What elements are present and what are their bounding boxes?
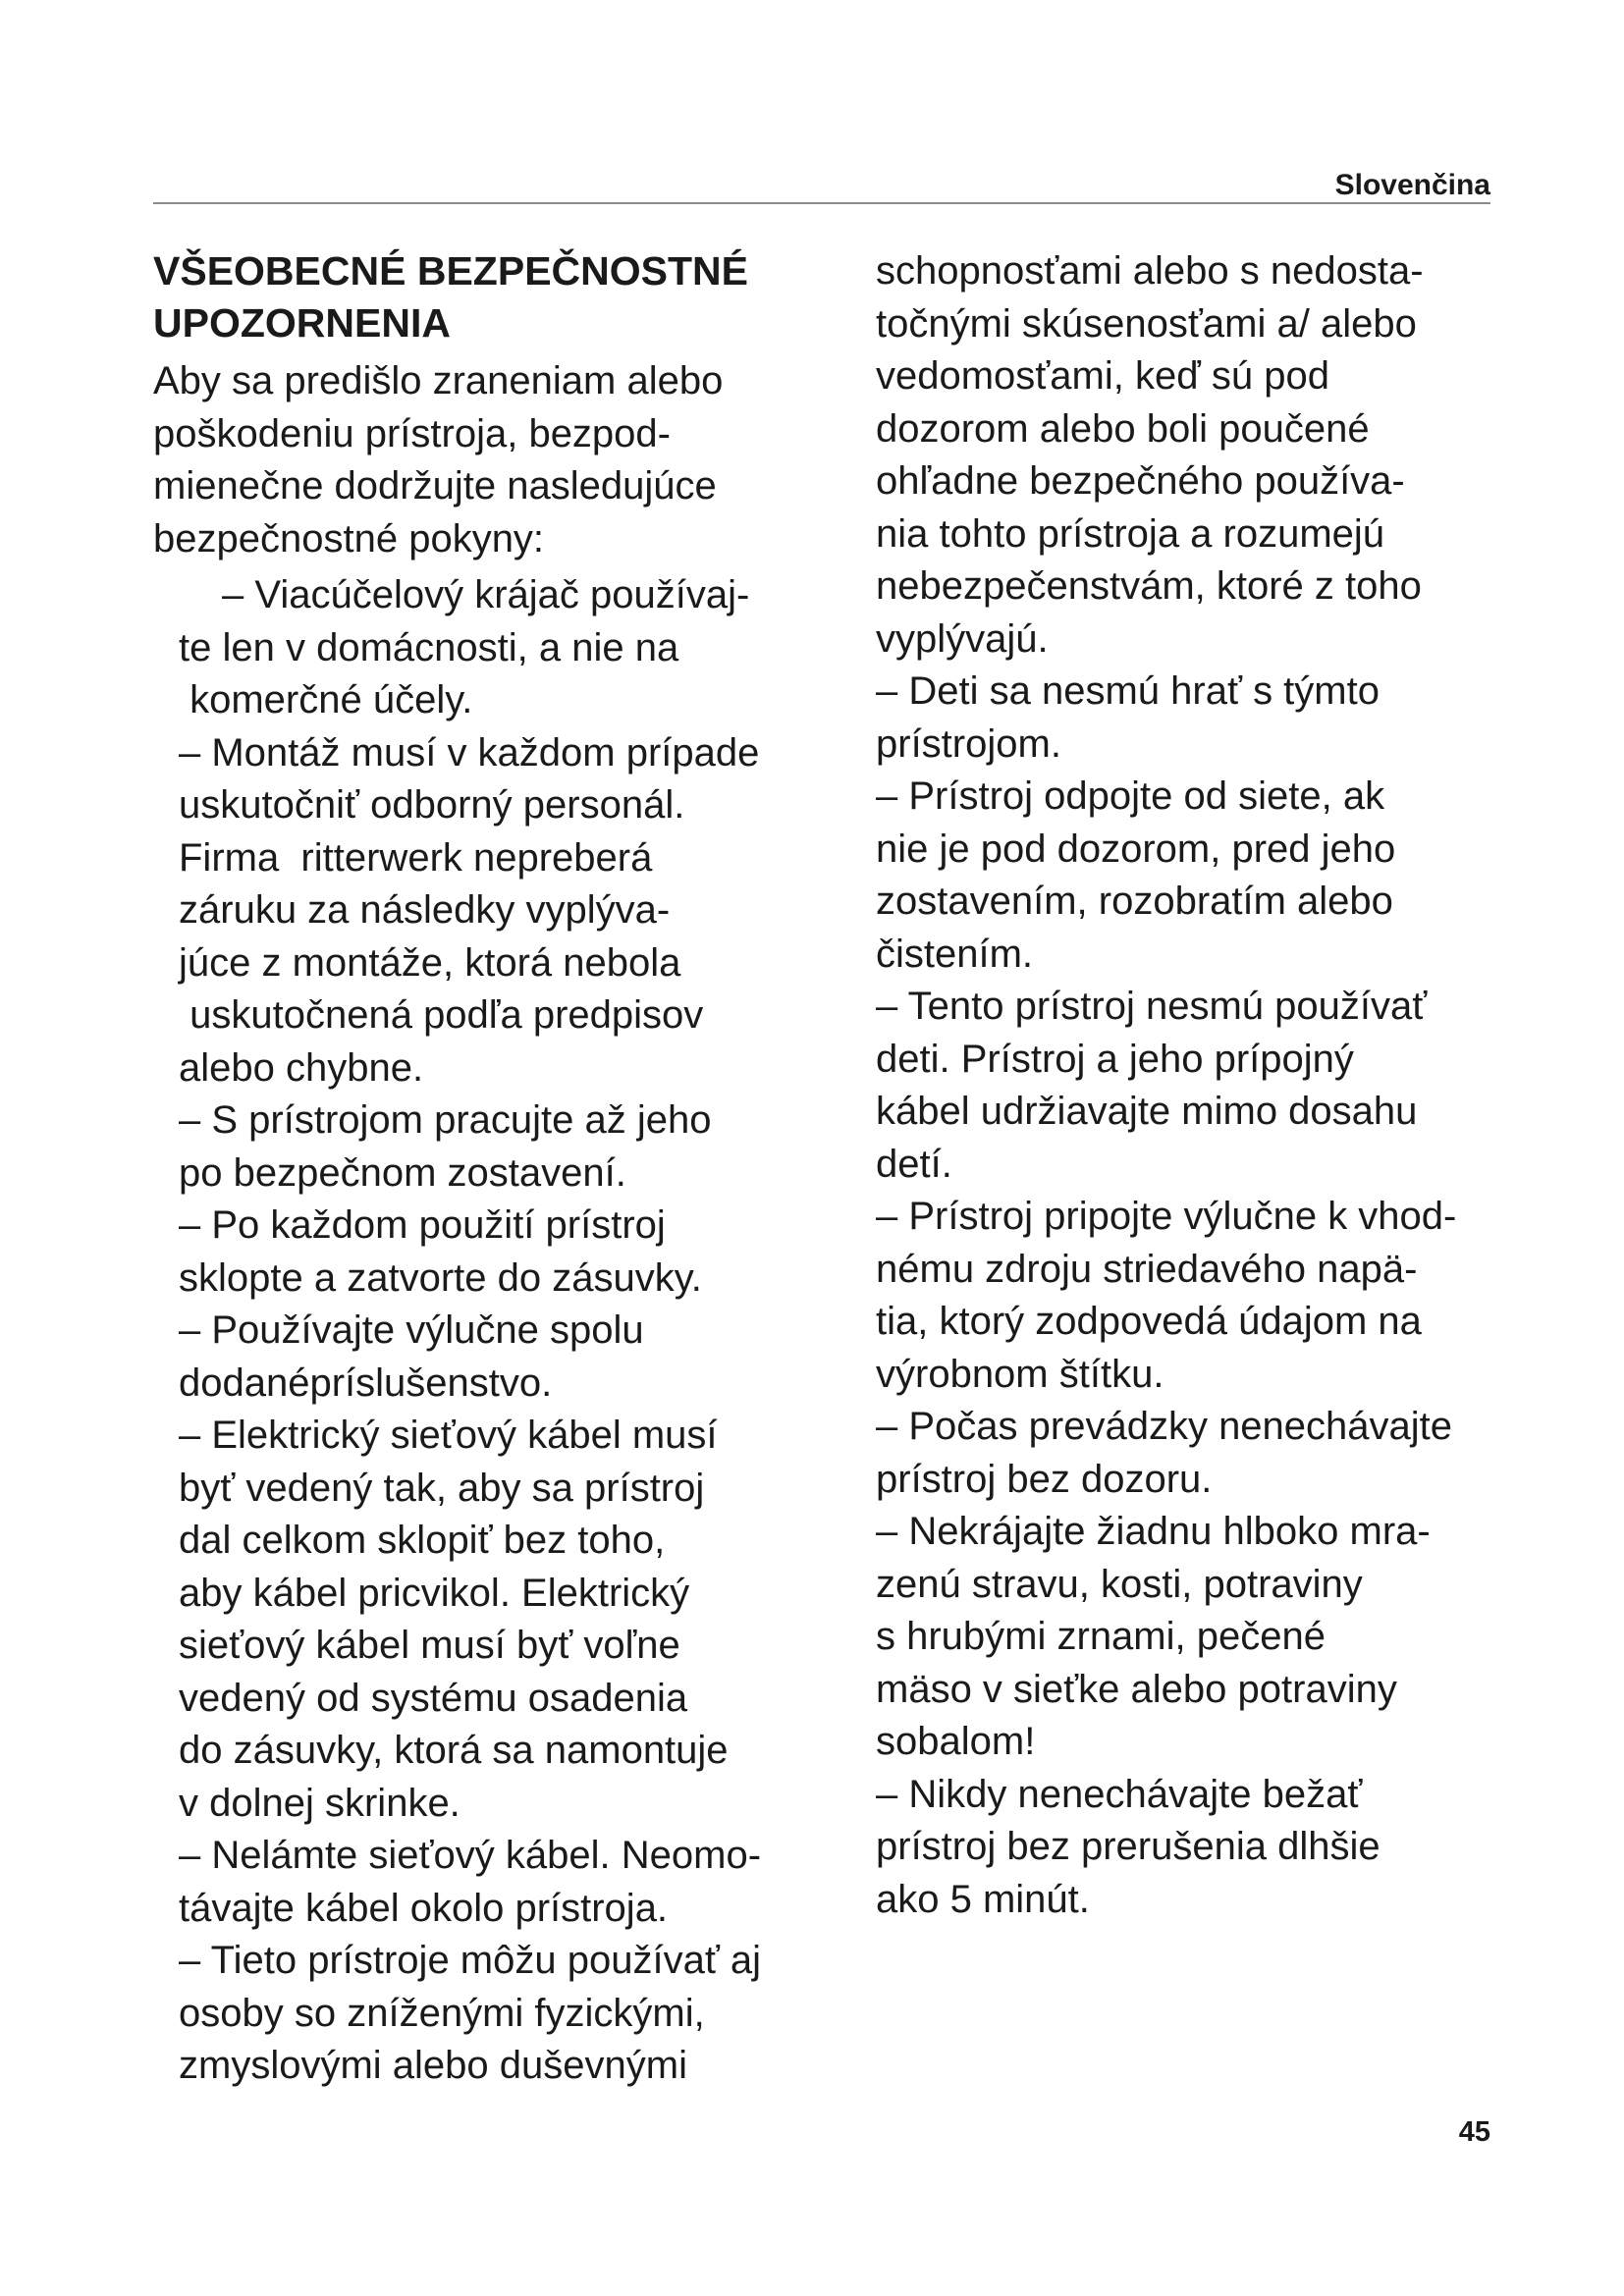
left-column (153, 245, 860, 2093)
text-line: vedomosťami, keď sú pod (876, 354, 1330, 398)
text-line: prístrojom. (876, 721, 1061, 766)
text-line: júce z montáže, ktorá nebola (179, 940, 681, 985)
text-line: zmyslovými alebo duševnými (179, 2044, 687, 2087)
text-line: távajte kábel okolo prístroja. (179, 1886, 669, 1930)
intro-paragraph (153, 355, 860, 565)
header-divider (153, 202, 1490, 204)
text-line: – Tento prístroj nesmú používať (876, 985, 1428, 1028)
text-line: vyplývajú. (876, 616, 1049, 661)
section-heading (153, 245, 860, 349)
text-line: prístroj bez prerušenia dlhšie (876, 1825, 1380, 1868)
text-line: – Prístroj pripojte výlučne k vhod- (876, 1195, 1457, 1238)
text-line: sieťový kábel musí byť voľne (179, 1624, 680, 1667)
text-line: uskutočniť odborný personál. (179, 783, 685, 827)
text-line: komerčné účely. (179, 678, 473, 721)
text-line: s hrubými zrnami, pečené (876, 1615, 1326, 1658)
text-line: čistením. (876, 932, 1034, 976)
text-line: – Tieto prístroje môžu používať aj (179, 1939, 762, 1982)
text-line: schopnosťami alebo s nedosta- (876, 249, 1424, 293)
text-line: výrobnom štítku. (876, 1352, 1164, 1396)
text-line: – Nikdy nenechávajte bežať (876, 1772, 1363, 1816)
text-line: – Počas prevádzky nenechávajte (876, 1405, 1453, 1448)
text-line: – S prístrojom pracujte až jeho (179, 1098, 712, 1142)
language-label: Slovenčina (1334, 169, 1490, 201)
text-line: – Montáž musí v každom prípade (179, 730, 760, 774)
text-line: prístroj bez dozoru. (876, 1457, 1213, 1501)
text-line: – Po každom použití prístroj (179, 1203, 666, 1247)
text-line: – Elektrický sieťový kábel musí (179, 1414, 718, 1457)
text-line: dodanépríslušenstvo. (179, 1361, 553, 1405)
text-line: nému zdroju striedavého napä- (876, 1247, 1418, 1291)
text-line: dozorom alebo boli poučené (876, 406, 1370, 451)
text-line: deti. Prístroj a jeho prípojný (876, 1037, 1354, 1081)
text-line: zenú stravu, kosti, potraviny (876, 1562, 1363, 1606)
text-line: mäso v sieťke alebo potraviny (876, 1667, 1397, 1711)
text-line: nebezpečenstvám, ktoré z toho (876, 564, 1422, 608)
text-line: aby kábel pricvikol. Elektrický (179, 1571, 690, 1615)
text-line: poškodeniu prístroja, bezpod- (153, 411, 671, 455)
text-line: mienečne dodržujte nasledujúce (153, 464, 717, 507)
text-line: – Nekrájajte žiadnu hlboko mra- (876, 1510, 1431, 1553)
text-line: sklopte a zatvorte do zásuvky. (179, 1255, 702, 1300)
text-line: bezpečnostné pokyny: (153, 516, 545, 561)
heading-line: VŠEOBECNÉ BEZPEČNOSTNÉ (153, 248, 748, 294)
text-line: – Viacúčelový krájač používaj- (222, 573, 750, 616)
text-line: kábel udržiavajte mimo dosahu (876, 1090, 1418, 1133)
text-line: byť vedený tak, aby sa prístroj (179, 1466, 705, 1510)
text-line: zostavením, rozobratím alebo (876, 880, 1393, 923)
text-line: sobalom! (876, 1720, 1036, 1763)
text-line: záruku za následky vyplýva- (179, 888, 671, 932)
right-column (876, 245, 1553, 1926)
text-line: Firma ritterwerk nepreberá (179, 835, 653, 880)
text-line: te len v domácnosti, a nie na (179, 625, 679, 669)
text-line: tia, ktorý zodpovedá údajom na (876, 1300, 1422, 1343)
text-line: – Nelámte sieťový kábel. Neomo- (179, 1834, 762, 1877)
page-number: 45 (1458, 2116, 1490, 2148)
text-line: osoby so zníženými fyzickými, (179, 1991, 705, 2035)
text-line: vedený od systému osadenia (179, 1676, 688, 1720)
text-line: točnými skúsenosťami a/ alebo (876, 301, 1417, 346)
text-line: nia tohto prístroja a rozumejú (876, 511, 1385, 556)
text-line: uskutočnená podľa predpisov (179, 993, 704, 1037)
text-line: nie je pod dozorom, pred jeho (876, 827, 1396, 871)
text-line: do zásuvky, ktorá sa namontuje (179, 1729, 729, 1772)
text-line: alebo chybne. (179, 1045, 424, 1090)
text-line: ako 5 minút. (876, 1877, 1090, 1921)
text-line: – Používajte výlučne spolu (179, 1308, 644, 1352)
text-line: ohľadne bezpečného používa- (876, 459, 1405, 503)
safety-list (153, 569, 860, 2093)
text-line: v dolnej skrinke. (179, 1781, 460, 1825)
text-line: dal celkom sklopiť bez toho, (179, 1519, 666, 1562)
text-line: detí. (876, 1142, 952, 1186)
text-line: – Prístroj odpojte od siete, ak (876, 774, 1385, 818)
text-line: Aby sa predišlo zraneniam alebo (153, 359, 724, 402)
text-line: – Deti sa nesmú hrať s týmto (876, 669, 1380, 713)
heading-line: UPOZORNENIA (153, 300, 451, 346)
text-line: po bezpečnom zostavení. (179, 1150, 626, 1195)
